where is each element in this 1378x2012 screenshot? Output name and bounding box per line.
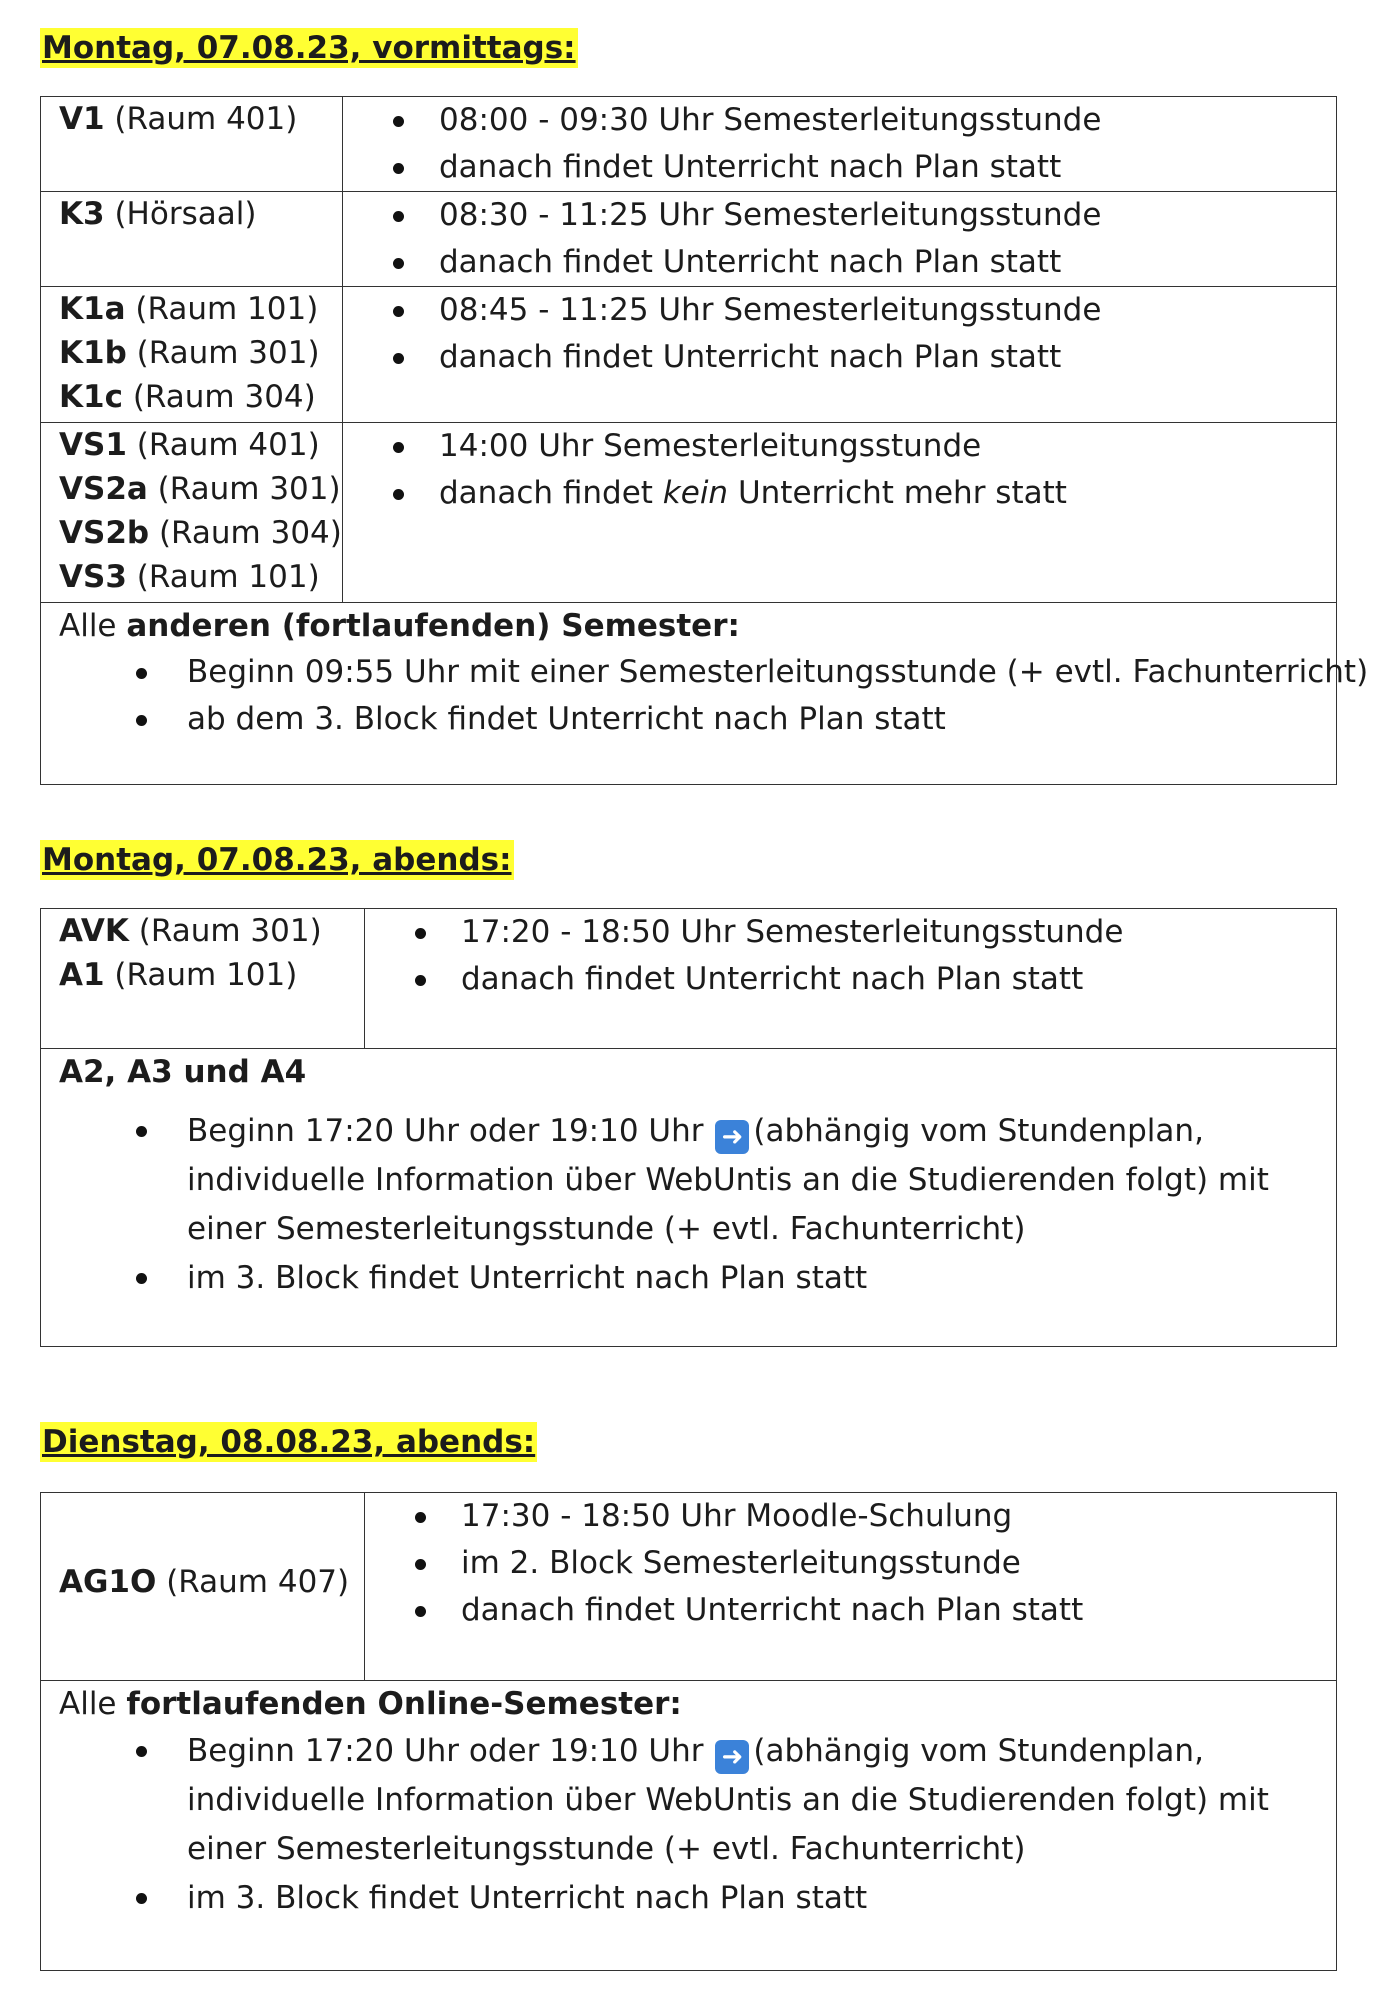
group-code: K1c xyxy=(59,379,123,415)
list-item xyxy=(59,1107,1326,1254)
list-item: im 3. Block findet Unterricht nach Plan statt xyxy=(59,1254,1326,1303)
table-row xyxy=(41,423,1337,603)
group-cell xyxy=(41,1493,365,1681)
footer-intro-text: Alle xyxy=(59,1686,127,1722)
group-room: (Raum 304) xyxy=(149,515,342,551)
list-item: 14:00 Uhr Semesterleitungsstunde xyxy=(361,423,1326,470)
list-item: 08:30 - 11:25 Uhr Semesterleitungsstunde xyxy=(361,192,1326,239)
section-heading-monday-morning: Montag, 07.08.23, vormittags: xyxy=(42,30,576,66)
table-row xyxy=(41,192,1337,287)
group-code: VS3 xyxy=(59,559,127,595)
table-row xyxy=(41,1681,1337,1971)
group-room: (Raum 401) xyxy=(104,101,298,137)
group-cell xyxy=(41,192,343,287)
group-room: (Raum 401) xyxy=(126,427,320,463)
list-item-text: Unterricht mehr statt xyxy=(728,475,1067,511)
footer-intro-bold: anderen (fortlaufenden) Semester: xyxy=(126,608,740,644)
footer-cell xyxy=(41,603,1369,785)
group-room: (Raum 301) xyxy=(126,335,320,371)
group-room: (Raum 101) xyxy=(126,559,320,595)
list-item: danach findet Unterricht nach Plan statt xyxy=(361,144,1326,191)
list-item: danach findet Unterricht nach Plan statt xyxy=(361,334,1326,381)
table-row xyxy=(41,909,1337,1049)
group-code: AG1O xyxy=(59,1563,157,1600)
group-code: V1 xyxy=(59,101,105,137)
group-room: (Raum 101) xyxy=(104,957,298,993)
footer-title xyxy=(59,1049,1326,1095)
group-cell xyxy=(41,287,343,423)
group-code: VS2b xyxy=(59,515,150,551)
group-cell xyxy=(41,97,343,192)
info-cell xyxy=(343,192,1337,287)
group-room: (Hörsaal) xyxy=(104,196,257,232)
schedule-table-tuesday-evening xyxy=(40,1492,1337,1971)
footer-intro xyxy=(59,603,1326,649)
group-room: (Raum 407) xyxy=(156,1563,350,1600)
table-row xyxy=(41,97,1337,192)
list-item: 08:45 - 11:25 Uhr Semesterleitungsstunde xyxy=(361,287,1326,334)
right-arrow-icon: ➜ xyxy=(715,1120,749,1154)
group-code: K1b xyxy=(59,335,127,371)
group-code: A1 xyxy=(59,957,105,993)
list-item: danach findet Unterricht nach Plan statt xyxy=(383,956,1326,1003)
group-room: (Raum 304) xyxy=(122,379,316,415)
list-item: danach findet Unterricht nach Plan statt xyxy=(361,239,1326,286)
group-code: VS2a xyxy=(59,471,148,507)
group-code: VS1 xyxy=(59,427,127,463)
list-item xyxy=(59,1727,1326,1874)
list-item: 17:20 - 18:50 Uhr Semesterleitungsstunde xyxy=(383,909,1326,956)
list-item-text: danach findet xyxy=(439,475,663,511)
list-item: ab dem 3. Block findet Unterricht nach Plan statt xyxy=(59,696,1326,743)
info-cell xyxy=(365,909,1337,1049)
group-room: (Raum 301) xyxy=(128,913,322,949)
group-room: (Raum 301) xyxy=(147,471,341,507)
list-item xyxy=(361,470,1326,517)
list-item-text: Beginn 17:20 Uhr oder 19:10 Uhr xyxy=(187,1113,704,1149)
footer-intro-bold: fortlaufenden Online-Semester: xyxy=(126,1686,682,1722)
list-item-text: (abhängig vom Stundenplan, individuelle Information über WebUntis an die Studierenden folgt) mit einer Semesterleitungsstunde (+ evtl. Fachunterricht) xyxy=(187,1113,1269,1247)
list-item-text: Beginn 17:20 Uhr oder 19:10 Uhr xyxy=(187,1733,704,1769)
group-room: (Raum 101) xyxy=(125,291,319,327)
group-cell xyxy=(41,909,365,1049)
table-row xyxy=(41,603,1337,785)
emphasis-kein: kein xyxy=(662,475,729,511)
info-cell xyxy=(365,1493,1337,1681)
group-code: AVK xyxy=(59,913,129,949)
group-code: K1a xyxy=(59,291,126,327)
table-row xyxy=(41,287,1337,423)
section-heading-monday-evening: Montag, 07.08.23, abends: xyxy=(42,842,512,878)
footer-intro xyxy=(59,1681,1326,1727)
group-code: K3 xyxy=(59,196,105,232)
footer-intro-text: Alle xyxy=(59,608,127,644)
schedule-table-monday-morning xyxy=(40,96,1369,785)
section-heading-tuesday-evening: Dienstag, 08.08.23, abends: xyxy=(42,1424,536,1460)
info-cell xyxy=(343,97,1337,192)
info-cell xyxy=(343,287,1337,423)
schedule-table-monday-evening xyxy=(40,908,1337,1347)
list-item: im 2. Block Semesterleitungsstunde xyxy=(383,1540,1326,1587)
footer-cell xyxy=(41,1049,1337,1347)
list-item: Beginn 09:55 Uhr mit einer Semesterleitungsstunde (+ evtl. Fachunterricht) xyxy=(59,649,1326,696)
table-row xyxy=(41,1493,1337,1681)
table-row xyxy=(41,1049,1337,1347)
group-cell xyxy=(41,423,343,603)
info-cell xyxy=(343,423,1337,603)
footer-title-bold: A2, A3 und A4 xyxy=(59,1054,307,1090)
list-item: danach findet Unterricht nach Plan statt xyxy=(383,1587,1326,1634)
list-item: 08:00 - 09:30 Uhr Semesterleitungsstunde xyxy=(361,97,1326,144)
footer-cell xyxy=(41,1681,1337,1971)
list-item: im 3. Block findet Unterricht nach Plan statt xyxy=(59,1874,1326,1923)
list-item-text: (abhängig vom Stundenplan, individuelle Information über WebUntis an die Studierenden folgt) mit einer Semesterleitungsstunde (+ evtl. Fachunterricht) xyxy=(187,1733,1269,1867)
list-item: 17:30 - 18:50 Uhr Moodle-Schulung xyxy=(383,1493,1326,1540)
right-arrow-icon: ➜ xyxy=(715,1740,749,1774)
